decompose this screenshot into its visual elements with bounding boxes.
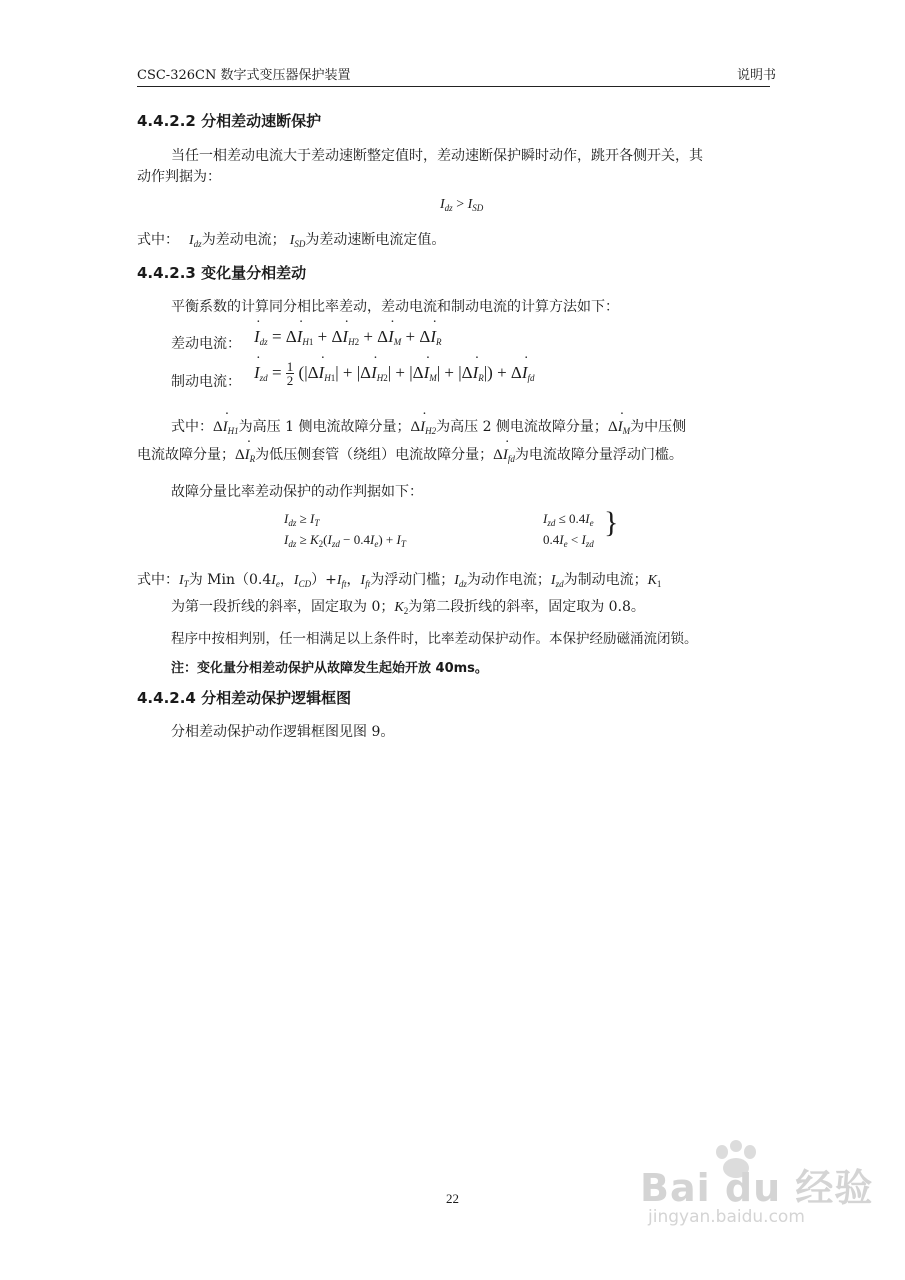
document-header-label: 说明书 [737, 68, 777, 83]
diff-current-label: 差动电流： [171, 336, 241, 352]
where-clause: 式中： $I_{dz}$为差动电流； $I_{SD}$为差动速断电流定值。 [137, 232, 446, 249]
restraint-current-label: 制动电流： [171, 374, 241, 390]
equation-sd: $I_{dz} > I_{SD}$ [440, 197, 484, 213]
section-heading-4-4-2-3: 4.4.2.3 变化量分相差动 [137, 264, 307, 282]
paragraph-line: 程序中按相判别，任一相满足以上条件时，比率差动保护动作。本保护经励磁涌流闭锁。 [171, 631, 698, 647]
paragraph-line: 故障分量比率差动保护的动作判据如下： [171, 484, 423, 500]
paragraph-line: 平衡系数的计算同分相比率差动，差动电流和制动电流的计算方法如下： [171, 299, 619, 315]
page-number: 22 [446, 1191, 459, 1206]
equation-diff-current: · $I_{dz} = \Delta\cdot I_H1 + \Delta\cdot I_H2 + \Delta\cdot I_M + \Delta\cdot I_R$ [254, 327, 442, 347]
section-heading-4-4-2-2: 4.4.2.2 分相差动速断保护 [137, 112, 322, 130]
paragraph-line: 分相差动保护动作逻辑框图见图 9。 [171, 724, 395, 740]
explanation-line2: 为第一段折线的斜率，固定取为 0；$K_2$为第二段折线的斜率，固定取为 0.8。 [171, 599, 645, 616]
criterion-row1-left: $I_{dz} \ge I_T$ [284, 511, 320, 528]
document-header-title: CSC-326CN 数字式变压器保护装置 [137, 68, 351, 83]
watermark-brand: Bai du 经验 [640, 1166, 874, 1210]
paragraph-line: 动作判据为： [137, 169, 221, 185]
header-rule [137, 86, 770, 87]
where-clause-line2: 电流故障分量；$\Delta\cdot I_R$为低压侧套管（绕组）电流故障分量；$\Delta\cdot I_{fd}$为电流故障分量浮动门槛。 [137, 444, 683, 464]
criteria-brace: } [604, 506, 619, 539]
section-heading-4-4-2-4: 4.4.2.4 分相差动保护逻辑框图 [137, 689, 352, 707]
criterion-row1-right: $I_{zd} \le 0.4I_e$ [543, 511, 594, 528]
equation-restraint-current: · $I_{zd}$ = $\frac{1}{2}$ $(|\Delta\cdot I_H1| + |\Delta\cdot I_H2| + |\Delta\cdot I_M| + |\Delta\cdot I_R|) + \Delta\cdot I_{fd}$ [254, 360, 535, 387]
explanation-line1: 式中：$I_T$为 $Min(0.4I_e$，$I_{CD})+I_{ft}$，$I_{ft}$为浮动门槛；$I_{dz}$为动作电流；$I_{zd}$为制动电流；$K_1$ [137, 572, 662, 589]
watermark-url: jingyan.baidu.com [648, 1207, 805, 1227]
criterion-row2-left: $I_{dz} \ge K_2(I_{zd} - 0.4I_e) + I_T$ [284, 532, 406, 549]
where-clause-line1: 式中：$\Delta\cdot I_{H1}$为高压 1 侧电流故障分量；$\Delta\cdot I_{H2}$为高压 2 侧电流故障分量；$\Delta\cdot I_M$为中压侧 [171, 416, 686, 436]
criterion-row2-right: $0.4I_e < I_{zd}$ [543, 532, 594, 549]
note-line: 注：变化量分相差动保护从故障发生起始开放 40ms。 [171, 661, 488, 676]
paragraph-line: 当任一相差动电流大于差动速断整定值时，差动速断保护瞬时动作，跳开各侧开关，其 [171, 148, 703, 164]
